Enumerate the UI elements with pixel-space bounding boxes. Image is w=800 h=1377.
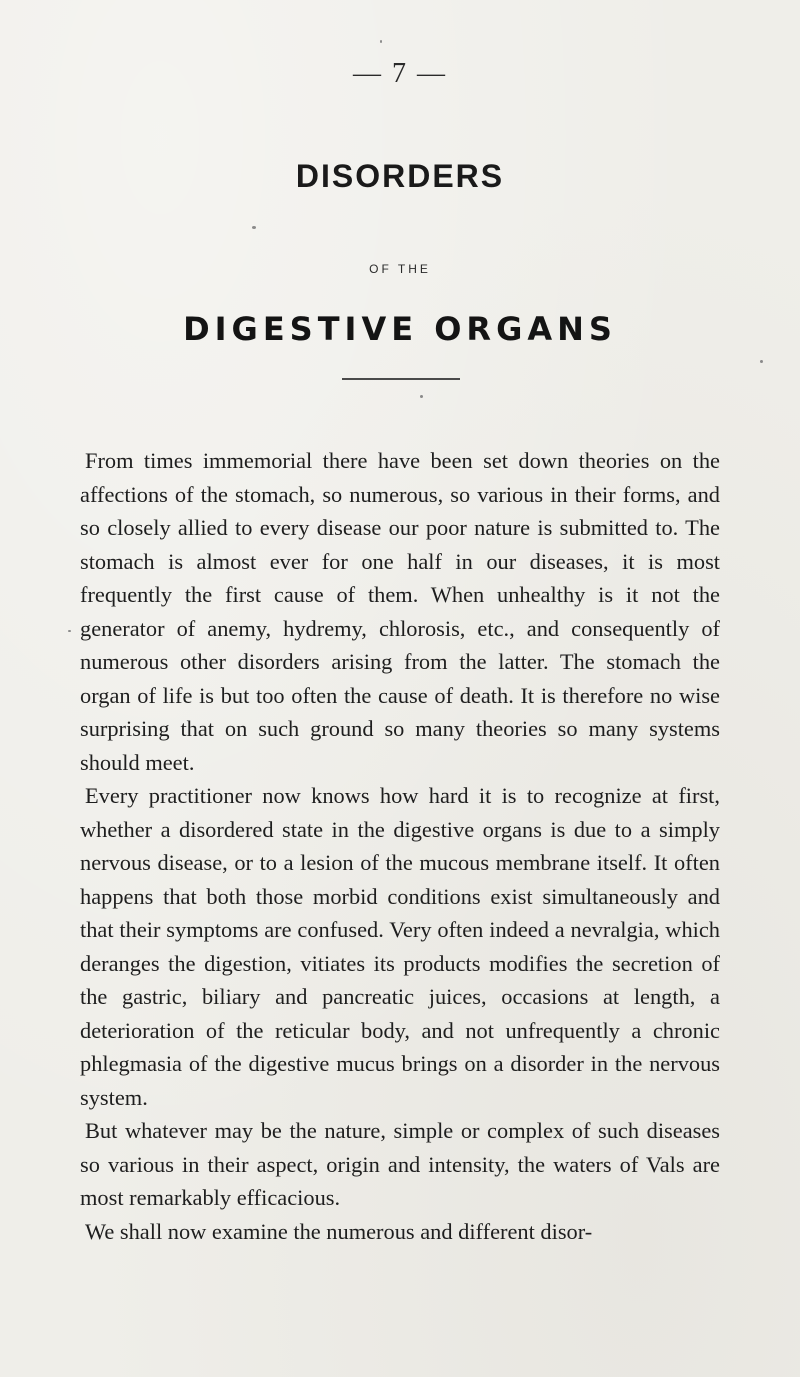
scan-speck xyxy=(420,395,423,398)
scan-speck xyxy=(68,630,71,632)
title-divider xyxy=(342,378,460,380)
page-number: — 7 — xyxy=(353,58,447,89)
scan-speck xyxy=(760,360,763,363)
title-of-the: OF THE xyxy=(369,262,431,276)
body-text xyxy=(80,444,720,1248)
paragraph: From times immemorial there have been set down theories on the affections of the stomach, so numerous, so various in their forms, and so closely allied to every disease our poor nature is submitted to. The stomach is almost ever for one half in our diseases, it is most frequently the first cause of them. When unhealthy is it not the generator of anemy, hydremy, chlorosis, etc., and consequently of numerous other disorders arising from the latter. The stomach the organ of life is but too often the cause of death. It is therefore no wise surprising that on such ground so many theories so many systems should meet. xyxy=(80,448,720,775)
scan-speck xyxy=(380,40,382,43)
paragraph: But whatever may be the nature, simple or complex of such diseases so various in their aspect, origin and intensity, the waters of Vals are most remarkably efficacious. xyxy=(80,1118,720,1210)
title-digestive-organs: DIGESTIVE ORGANS xyxy=(183,310,617,348)
paragraph: Every practitioner now knows how hard it is to recognize at first, whether a disordered state in the digestive organs is due to a simply nervous disease, or to a lesion of the mucous membrane itself. It often happens that both those morbid conditions exist simultaneously and that their symptoms are confused. Very often indeed a nevralgia, which deranges the digestion, vitiates its products modifies the secretion of the gastric, biliary and pancreatic juices, occasions at length, a deterioration of the reticular body, and not unfrequently a chronic phlegmasia of the digestive mucus brings on a disorder in the nervous system. xyxy=(80,783,720,1110)
scan-speck xyxy=(252,226,256,229)
title-disorders: DISORDERS xyxy=(295,158,505,194)
paragraph: We shall now examine the numerous and different disor- xyxy=(85,1218,593,1244)
